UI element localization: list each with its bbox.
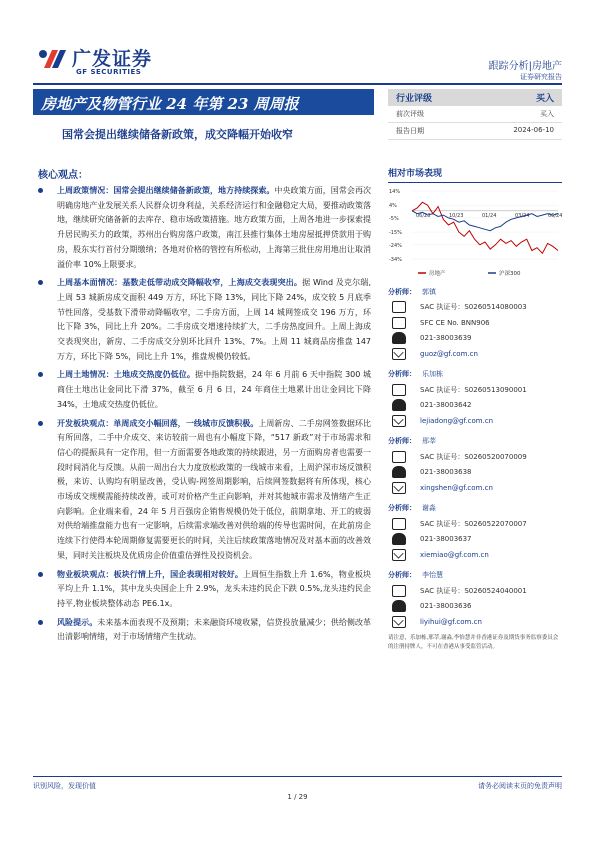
mail-icon: [392, 482, 406, 494]
rating-header: [388, 89, 562, 106]
analyst-name: 谢淼: [422, 504, 436, 513]
analyst-role: 分析师：: [388, 504, 416, 513]
analyst-sac-row: [388, 583, 562, 599]
analyst-phone: 021-38003639: [420, 334, 472, 343]
logo-text: 广发证券: [72, 48, 153, 70]
analyst-sac-row: [388, 382, 562, 398]
analyst-name-row: [388, 284, 562, 300]
x-tick-label: 03/24: [515, 212, 530, 219]
analyst-sfc: SFC CE No. BNN906: [420, 318, 490, 327]
bullet-item: [33, 417, 371, 564]
analyst-phone-row: [388, 465, 562, 481]
analyst-name-row: [388, 367, 562, 383]
analyst-email-row: [388, 346, 562, 362]
rating-value: 买入: [535, 94, 554, 104]
analyst-list: [388, 284, 562, 630]
chart-svg: [388, 187, 562, 279]
y-tick-label: -5%: [389, 215, 399, 222]
bullet-body: 上周恒生指数上升 1.6%，物业板块平均上升 1.1%，其中龙头央国企上升 2.9%，龙头未违约民企下跌 0.5%,龙头违约民企持平,物业板块整体动态 PE6.1x。: [57, 569, 372, 608]
report-date-label: 报告日期: [396, 127, 424, 135]
report-date-row: [388, 123, 562, 140]
mail-icon: [392, 415, 406, 427]
bullet-head: 上周土地情况：土地成交热度仍低位。: [57, 370, 196, 380]
id-card-icon: [392, 317, 406, 329]
analyst-name: 乐加栋: [422, 370, 443, 379]
footer-slogan: 识别风险，发现价值: [33, 782, 96, 790]
prev-rating-label: 前次评级: [396, 110, 424, 118]
analyst-phone-row: [388, 532, 562, 548]
analyst-phone: 021-38003637: [420, 535, 472, 544]
footer-divider: [33, 776, 562, 777]
analyst-phone: 021-38003642: [420, 401, 472, 410]
analyst-email[interactable]: xingshen@gf.com.cn: [420, 483, 493, 492]
logo-english: GF SECURITIES: [76, 68, 142, 76]
bullet-item: [33, 276, 371, 364]
analyst-phone: 021-38003636: [420, 602, 472, 611]
bullet-body: 上周新房、二手房网签数据环比有所回落，二手中介成交、来访较前一周也有小幅度下降，“517 新政”对于市场需求和信心的提振具有一定作用，但一方面需要各地政策的持续跟进，另一方面购房者也需要一段时间消化与反馈。从前一周出台大力度放松政策的一线城市来看，上周沪深市场反馈积极，来访、认购均有明显改善，受认购-网签周期影响，后续网签数据将有所体现，核心市场成交规模需能持续改善，或可对价格产生正向影响，并对其他城市需求及情绪产生正向影响。企业端来看，24 年 5 月百强房企销售规模仍处于低位，前期拿地、开工的疲弱对供给端推盘能力也有一定影响，后续需求端改善对供给端的传导也需时间，在此前房企连续下行使得本轮周期修复需要更长的时间，关注后续政策落地情况及对基本面的改善效果，同时关注板块及优质房企价值重估弹性及投资机会。: [57, 418, 372, 560]
analyst-phone: 021-38003638: [420, 468, 472, 477]
analyst-email-row: [388, 413, 562, 429]
id-card-icon: [392, 301, 406, 313]
legend-label: 沪深300: [499, 271, 521, 277]
analyst-role: 分析师：: [388, 287, 416, 296]
y-tick-label: 14%: [389, 189, 401, 195]
rating-box: [388, 89, 562, 140]
analyst-email-row: [388, 480, 562, 496]
analyst-name: 邢莘: [422, 437, 436, 446]
analyst-role: 分析师：: [388, 370, 416, 379]
chart-title: 相对市场表现: [388, 166, 562, 183]
analyst-email[interactable]: lejiadong@gf.com.cn: [420, 416, 494, 425]
report-subtitle: 国常会提出继续储备新政策，成交降幅开始收窄: [62, 128, 293, 141]
analyst-block: [388, 367, 562, 429]
phone-icon: [392, 600, 406, 612]
phone-icon: [392, 533, 406, 545]
core-views-list: [33, 184, 371, 649]
bullet-head: 物业板块观点：板块行情上升，国企表现相对较好。: [57, 569, 243, 579]
phone-icon: [392, 332, 406, 344]
analyst-name-row: [388, 568, 562, 584]
analyst-sac: SAC 执证号：S0260513090001: [420, 385, 527, 394]
y-tick-label: 4%: [389, 203, 397, 210]
analyst-role: 分析师：: [388, 437, 416, 446]
analyst-note: 请注意，乐加栋,邢莘,谢淼,李怡慧并非香港证券及期货事务监察委员会的注册持牌人，不可在香港从事受监管活动。: [388, 634, 559, 650]
analyst-sac-row: [388, 449, 562, 465]
page-number: 1 / 29: [287, 793, 308, 801]
bullet-body: 中央政策方面，国常会再次明确房地产业发展关系人民群众切身利益，关系经济运行和金融稳定大局，要推动政策落地，继续研究储备新的去库存、稳市场政策措施。地方政策方面，上周各地进一步探索提升居民购买力的政策，苏州出台购房落户政策，南江县推行集体土地房屋抵押贷款用于购房，股东实行首付分期缴纳；各地对价格的管控有所松动，上海第三批住房用地出让取消溢价率 10%上限要求。: [57, 186, 371, 269]
analyst-email[interactable]: liyihui@gf.com.cn: [420, 617, 482, 626]
report-dept: 证券研究报告: [520, 73, 562, 81]
prev-rating-row: [388, 106, 562, 123]
report-type: 跟踪分析|房地产: [488, 61, 562, 72]
analyst-role: 分析师：: [388, 571, 416, 580]
analyst-sac: SAC 执证号：S0260524040001: [420, 586, 527, 595]
x-tick-label: 01/24: [482, 212, 497, 219]
phone-icon: [392, 399, 406, 411]
bullet-body: 据 Wind 及克尔瑞,上周 53 城新房成交面积 449 万方，环比下降 13%，同比下降 24%，成交较 5 月底季节性回落，受基数下滑带动降幅收窄，二手房方面，上周 14 城网签成交 196 万方，环比下降 3%，同比上升 20%。二手房成交增速持续扩大，二手房热度回升。上周上海成交表现突出，新房、二手房成交分别环比回升 13%、7%。上周 11 城商品房推盘 147 万方，环比下降 5%，同比上升 1%，推盘规模仍较低。: [57, 278, 371, 361]
bullet-head: 上周政策情况：国常会提出继续储备新政策，地方持续探索。: [57, 186, 275, 195]
id-card-icon: [392, 518, 406, 530]
analyst-name-row: [388, 434, 562, 450]
analyst-sac: SAC 执证号：S0260520070009: [420, 452, 527, 461]
bullet-body: 据中指院数据，24 年 6 月前 6 天中指院 300 城商住土地出让金同比下滑 37%，截至 6 月 6 日，24 年商住土地累计出让金同比下降 34%，土地成交热度仍低位。: [57, 370, 371, 409]
analyst-phone-row: [388, 599, 562, 615]
analyst-sac: SAC 执证号：S0260522070007: [420, 519, 527, 528]
analyst-email-row: [388, 547, 562, 563]
analyst-name: 李怡慧: [422, 571, 443, 580]
report-title: 房地产及物管行业 24 年第 23 周周报: [33, 89, 374, 115]
rating-label: 行业评级: [396, 94, 433, 104]
analyst-sac-row: [388, 516, 562, 532]
analyst-sfc-row: [388, 315, 562, 331]
analyst-name-row: [388, 501, 562, 517]
bullet-head: 开发板块观点：单周成交小幅回落，一线城市反馈积极。: [57, 418, 259, 428]
analyst-phone-row: [388, 398, 562, 414]
phone-icon: [392, 466, 406, 478]
x-tick-label: 10/23: [449, 212, 464, 219]
id-card-icon: [392, 384, 406, 396]
x-tick-label: 06/24: [548, 212, 562, 219]
analyst-phone-row: [388, 331, 562, 347]
y-tick-label: -34%: [389, 257, 402, 263]
legend-label: 房地产: [429, 271, 446, 277]
y-tick-label: -15%: [389, 230, 402, 237]
analyst-sac-row: [388, 300, 562, 316]
y-tick-label: -24%: [389, 242, 402, 249]
header-divider: [33, 83, 562, 85]
relative-performance-chart: [388, 187, 562, 279]
analyst-email-row: [388, 614, 562, 630]
gf-logo-icon: [38, 46, 68, 72]
mail-icon: [392, 549, 406, 561]
x-tick-label: 06/23: [416, 212, 431, 219]
bullet-head: 风险提示。: [57, 617, 98, 627]
analyst-block: [388, 434, 562, 496]
mail-icon: [392, 348, 406, 360]
id-card-icon: [392, 451, 406, 463]
analyst-block: [388, 284, 562, 362]
analyst-sac: SAC 执证号：S0260514080003: [420, 303, 527, 312]
analyst-name: 郭镇: [422, 287, 436, 296]
series-line-0: [412, 202, 558, 253]
analyst-block: [388, 568, 562, 630]
bullet-item: [33, 184, 371, 272]
report-date-value: 2024-06-10: [513, 126, 554, 134]
bullet-head: 上周基本面情况：基数走低带动成交降幅收窄，上海成交表现突出。: [57, 278, 303, 288]
analyst-email[interactable]: xiemiao@gf.com.cn: [420, 550, 489, 559]
side-column: [388, 166, 562, 652]
bullet-item: [33, 368, 371, 412]
analyst-email[interactable]: guoz@gf.com.cn: [420, 349, 478, 358]
id-card-icon: [392, 585, 406, 597]
bullet-body: 未来基本面表现不及预期；未来融资环境收紧，信贷投放量减少；供给侧改革出清影响情绪，对于市场情绪产生扰动。: [57, 617, 371, 642]
footer-disclaimer: 请务必阅读末页的免责声明: [478, 782, 562, 790]
core-views-title: 核心观点：: [38, 170, 88, 181]
bullet-item: [33, 616, 371, 645]
prev-rating-value: 买入: [540, 110, 554, 118]
analyst-block: [388, 501, 562, 563]
mail-icon: [392, 616, 406, 628]
bullet-item: [33, 568, 371, 612]
